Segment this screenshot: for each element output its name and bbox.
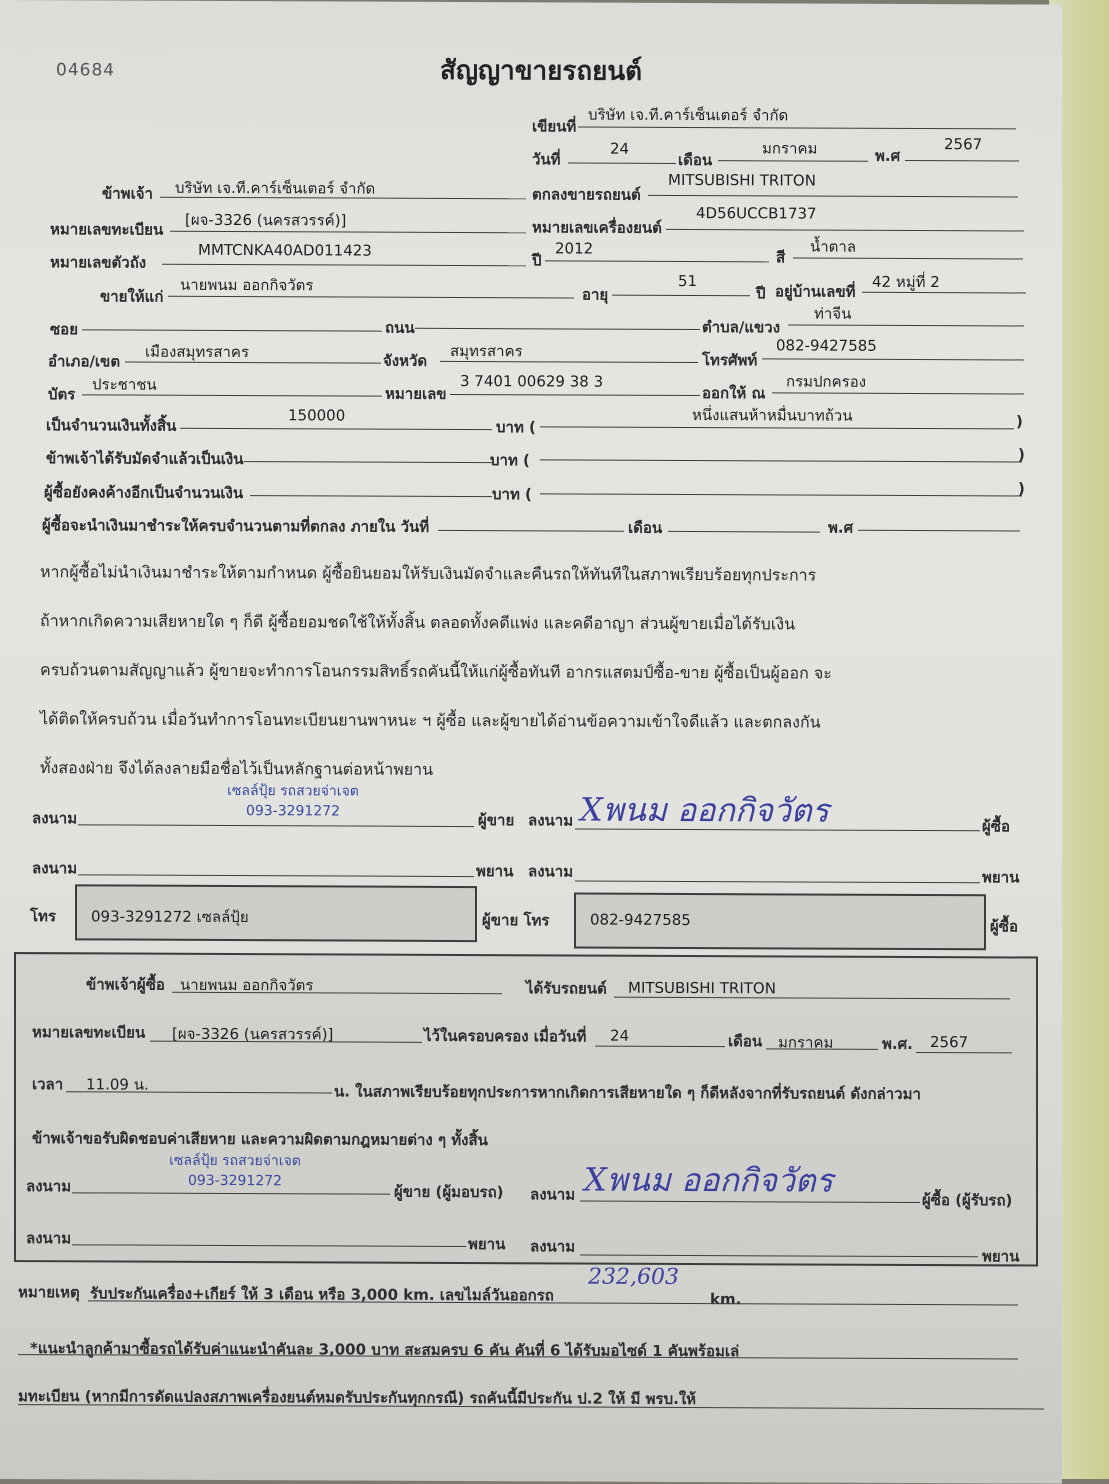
card-value: ประชาชน	[92, 375, 157, 394]
receipt-year-label: พ.ศ.	[882, 1034, 913, 1053]
deposit-line	[244, 461, 492, 463]
total-line	[180, 428, 492, 430]
remaining-close-paren: )	[1018, 479, 1025, 498]
receipt-time-label: เวลา	[32, 1075, 64, 1094]
receipt-received-label: ได้รับรถยนต์	[526, 979, 607, 998]
seller-name: บริษัท เจ.ที.คาร์เซ็นเตอร์ จำกัด	[175, 178, 376, 198]
buyer-sign-label: ลงนาม	[528, 811, 574, 830]
witness-sign-line	[575, 881, 980, 884]
seller-phone-value: 093-3291272 เซลล์ปุ้ย	[91, 907, 249, 927]
deadline-month-label: เดือน	[628, 518, 663, 537]
address-label: อยู่บ้านเลขที่	[775, 282, 856, 301]
seller-sign-line	[78, 824, 474, 827]
vehicle-year: 2012	[555, 239, 594, 258]
seller-phone-box	[75, 884, 477, 942]
receipt-day: 24	[610, 1026, 630, 1045]
phone-line	[762, 358, 1024, 360]
subdistrict-line	[788, 324, 1024, 326]
receipt-seller-sign-label: ลงนาม	[26, 1177, 72, 1196]
stamp-name: เซลล์ปุ้ย รถสวยจ่าเจต	[227, 782, 359, 800]
receipt-year: 2567	[930, 1033, 969, 1052]
issued-label: ออกให้ ณ	[702, 384, 766, 403]
province-value: สมุทรสาคร	[450, 341, 523, 361]
date-year-line	[905, 160, 1019, 161]
receipt-buyer-label: ข้าพเจ้าผู้ซื้อ	[86, 975, 165, 994]
year-label: พ.ศ	[875, 146, 901, 165]
date-month: มกราคม	[762, 139, 818, 158]
receipt-seller-role: ผู้ขาย (ผู้มอบรถ)	[394, 1182, 504, 1202]
terms-line: ได้ติดให้ครบถ้วน เมื่อวันทำการโอนทะเบียนยานพาหนะ ฯ ผู้ซื้อ และผู้ขายได้อ่านข้อความเข้าใจดีแล้ว และตกลงกัน	[40, 709, 821, 732]
vehicle-year-label: ปี	[532, 251, 542, 270]
receipt-buyer-signature: Xพนม ออกกิจวัตร	[584, 1160, 833, 1200]
reg-value: [ผจ-3326 (นครสวรรค์)]	[185, 210, 347, 230]
date-label: วันที่	[532, 150, 561, 169]
buyer-name-line	[168, 296, 574, 299]
remaining-label: ผู้ซื้อยังคงค้างอีกเป็นจำนวนเงิน	[44, 483, 244, 503]
engine-label: หมายเลขเครื่องยนต์	[532, 218, 662, 237]
remaining-line	[250, 495, 492, 497]
total-baht-label: บาท (	[496, 418, 536, 437]
remaining-words-line	[540, 493, 1022, 496]
card-label: บัตร	[48, 385, 76, 404]
total-value: 150000	[288, 406, 346, 425]
buyer-phone-suffix: ผู้ซื้อ	[990, 917, 1018, 936]
total-words-line	[540, 426, 1014, 429]
date-year: 2567	[944, 135, 983, 154]
road-line	[415, 328, 700, 330]
date-day: 24	[610, 139, 630, 158]
written-at-label: เขียนที่	[532, 117, 577, 136]
car-model: MITSUBISHI TRITON	[668, 170, 816, 190]
phone-label: โทรศัพท์	[702, 351, 758, 370]
total-close-paren: )	[1016, 412, 1023, 431]
deposit-close-paren: )	[1018, 445, 1025, 464]
date-day-line	[568, 162, 676, 163]
years-label: ปี	[756, 284, 766, 303]
reg-line	[170, 231, 526, 234]
seller-stamp	[208, 781, 378, 822]
buyer-phone-value: 082-9427585	[590, 910, 691, 930]
deposit-baht-label: บาท (	[490, 451, 530, 470]
phone-row-label: โทร	[30, 907, 57, 926]
receipt-car: MITSUBISHI TRITON	[628, 978, 776, 998]
remarks-label: หมายเหตุ	[18, 1283, 80, 1302]
car-model-line	[648, 195, 1018, 198]
age-line	[612, 295, 750, 297]
witness-sign-line	[78, 874, 474, 877]
written-at-value: บริษัท เจ.ที.คาร์เซ็นเตอร์ จำกัด	[588, 105, 789, 125]
receipt-reg-label: หมายเลขทะเบียน	[32, 1023, 146, 1042]
issued-value: กรมปกครอง	[786, 372, 867, 391]
district-label: อำเภอ/เขต	[48, 352, 121, 371]
seller-label: ข้าพเจ้า	[102, 184, 153, 203]
seller-role-label: ผู้ขาย	[478, 811, 515, 830]
remaining-baht-label: บาท (	[492, 485, 532, 504]
receipt-month-label: เดือน	[728, 1032, 763, 1051]
address-value: 42 หมู่ที่ 2	[872, 272, 940, 292]
soi-line	[82, 329, 382, 331]
agree-label: ตกลงขายรถยนต์	[532, 185, 641, 204]
deadline-year-label: พ.ศ	[828, 518, 854, 537]
deadline-label: ผู้ซื้อจะนำเงินมาชำระให้ครบจำนวนตามที่ตกลง ภายใน วันที่	[42, 516, 430, 536]
district-value: เมืองสมุทรสาคร	[145, 342, 250, 362]
reg-label: หมายเลขทะเบียน	[50, 220, 164, 239]
terms-line: หากผู้ซื้อไม่นำเงินมาชำระให้ตามกำหนด ผู้ซื้อยินยอมให้รับเงินมัดจำและคืนรถให้ทันทีในสภาพเรียบร้อยทุกประการ	[40, 562, 817, 585]
written-at-line	[578, 127, 1016, 130]
deposit-label: ข้าพเจ้าได้รับมัดจำแล้วเป็นเงิน	[46, 449, 244, 469]
receipt-liability-text: ข้าพเจ้าขอรับผิดชอบค่าเสียหาย และความผิดตามกฎหมายต่าง ๆ ทั้งสิ้น	[32, 1129, 488, 1150]
deadline-month-line	[668, 531, 820, 533]
deadline-day-line	[438, 530, 624, 532]
witness-sign-label: ลงนาม	[32, 859, 78, 878]
receipt-time: 11.09 น.	[86, 1075, 149, 1094]
total-words: หนึ่งแสนห้าหมื่นบาทถ้วน	[692, 406, 853, 425]
receipt-witness-role: พยาน	[982, 1247, 1020, 1266]
remarks-mileage: 232,603	[588, 1264, 679, 1290]
terms-line: ถ้าหากเกิดความเสียหายใด ๆ ก็ดี ผู้ซื้อยอมชดใช้ให้ทั้งสิ้น ตลอดทั้งคดีแพ่ง และคดีอาญา ส่วนผู้ขายเมื่อได้รับเงิน	[40, 611, 796, 634]
terms-line: ครบถ้วนตามสัญญาแล้ว ผู้ขายจะทำการโอนกรรมสิทธิ์รถคันนี้ให้แก่ผู้ซื้อทันที อากรแสตมป์ซื้อ-ขาย ผู้ซื้อเป็นผู้ออก จะ	[40, 660, 832, 683]
sold-to-label: ขายให้แก่	[100, 287, 164, 306]
receipt-witness-sign-label: ลงนาม	[530, 1237, 576, 1256]
remarks-warranty: รับประกันเครื่อง+เกียร์ ให้ 3 เดือน หรือ 3,000 km. เลขไมล์วันออกรถ	[90, 1284, 554, 1305]
id-label: หมายเลข	[385, 384, 447, 403]
date-month-line	[718, 160, 868, 162]
remarks-registration: มทะเบียน (หากมีการดัดแปลงสภาพเครื่องยนต์หมดรับประกันทุกกรณี) รถคันนี้มีประกัน ป.2 ให้ มี พรบ.ให้	[18, 1387, 697, 1409]
receipt-buyer-role: ผู้ซื้อ (ผู้รับรถ)	[922, 1191, 1013, 1210]
month-label: เดือน	[678, 150, 713, 170]
buyer-role-label: ผู้ซื้อ	[982, 817, 1010, 836]
receipt-possession-label: ไว้ในครอบครอง เมื่อวันที่	[424, 1026, 587, 1046]
witness-role-label: พยาน	[982, 868, 1020, 887]
stamp-name: เซลล์ปุ้ย รถสวยจ่าเจต	[169, 1152, 301, 1170]
witness-sign-label: ลงนาม	[528, 862, 574, 881]
id-value: 3 7401 00629 38 3	[460, 372, 604, 391]
document-number: 04684	[56, 60, 116, 81]
color-value: น้ำตาล	[810, 237, 857, 256]
stamp-phone: 093-3291272	[187, 1172, 283, 1190]
soi-label: ซอย	[50, 320, 78, 339]
subdistrict-value: ท่าจีน	[814, 304, 852, 323]
chassis-label: หมายเลขตัวถัง	[50, 253, 147, 272]
receipt-condition-text: น. ในสภาพเรียบร้อยทุกประการหากเกิดการเสียหายใด ๆ ก็ดีหลังจากที่รับรถยนต์ ดังกล่าวมา	[334, 1082, 921, 1104]
buyer-name: นายพนม ออกกิจวัตร	[180, 275, 314, 295]
receipt-buyer-sign-label: ลงนาม	[530, 1185, 576, 1204]
receipt-witness-role: พยาน	[468, 1235, 506, 1254]
road-label: ถนน	[385, 318, 415, 337]
remarks-referral: *แนะนำลูกค้ามาซื้อรถได้รับค่าแนะนำคันละ 3,000 บาท สะสมครบ 6 คัน คันที่ 6 ได้รับมอไซด์ 1 คันพร้อมเล่	[30, 1339, 740, 1361]
phone-value: 082-9427585	[776, 336, 877, 355]
terms-line: ทั้งสองฝ่าย จึงได้ลงลายมือชื่อไว้เป็นหลักฐานต่อหน้าพยาน	[40, 758, 434, 779]
province-label: จังหวัด	[383, 351, 428, 370]
total-label: เป็นจำนวนเงินทั้งสิ้น	[46, 416, 177, 435]
witness-role-label: พยาน	[476, 862, 514, 881]
stamp-phone: 093-3291272	[245, 803, 341, 820]
chassis-line	[162, 264, 526, 267]
age-value: 51	[678, 271, 698, 291]
id-line	[450, 394, 700, 396]
engine-line	[666, 229, 1024, 232]
chassis-value: MMTCNKA40AD011423	[198, 240, 372, 260]
color-line	[793, 257, 1023, 259]
receipt-seller-stamp	[150, 1151, 320, 1192]
buyer-signature: Xพนม ออกกิจวัตร	[580, 790, 829, 830]
deadline-year-line	[858, 530, 1020, 532]
page-title: สัญญาขายรถยนต์	[440, 55, 642, 87]
remarks-km: km.	[710, 1290, 742, 1309]
receipt-buyer-name: นายพนม ออกกิจวัตร	[180, 975, 314, 995]
vehicle-year-line	[545, 260, 769, 262]
issued-line	[772, 392, 1024, 394]
engine-value: 4D56UCCB1737	[696, 204, 817, 223]
subdistrict-label: ตำบล/แขวง	[702, 318, 781, 337]
receipt-month: มกราคม	[778, 1033, 834, 1052]
seller-phone-suffix: ผู้ขาย โทร	[482, 911, 550, 930]
seller-sign-label: ลงนาม	[32, 809, 78, 828]
buyer-phone-box	[574, 893, 986, 951]
receipt-reg: [ผจ-3326 (นครสวรรค์)]	[172, 1024, 334, 1044]
deposit-words-line	[540, 459, 1022, 462]
receipt-witness-sign-label: ลงนาม	[26, 1229, 72, 1248]
age-label: อายุ	[582, 285, 609, 304]
color-label: สี	[776, 248, 786, 267]
